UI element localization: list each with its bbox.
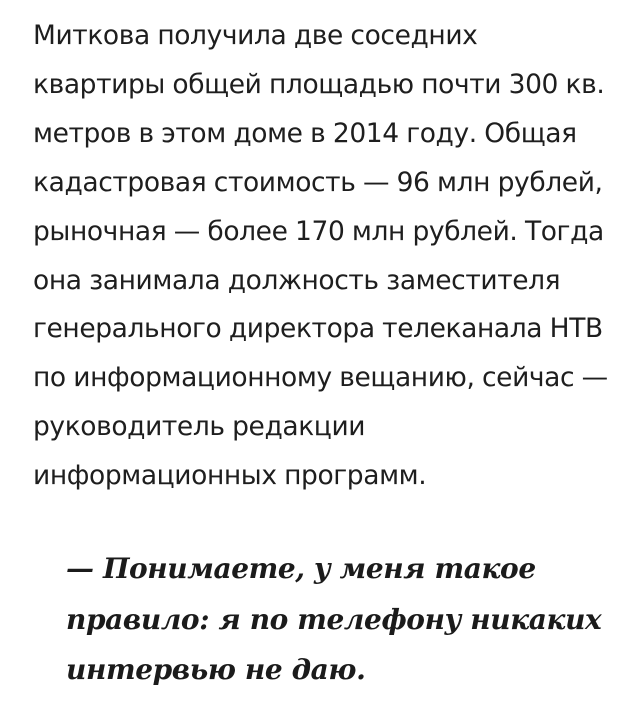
paragraph-line: Миткова получила две соседних xyxy=(33,20,478,51)
paragraph-line: квартиры общей площадью почти 300 кв. xyxy=(33,68,605,100)
paragraph-line: руководитель редакции xyxy=(33,411,366,443)
paragraph-line: метров в этом доме в 2014 году. Общая xyxy=(33,117,577,149)
paragraph-line: она занимала должность заместителя xyxy=(33,264,561,296)
paragraph-line: информационных программ. xyxy=(33,460,427,492)
paragraph-line: по информационному вещанию, сейчас — xyxy=(33,362,608,394)
quote-line: — Понимаете, у меня такое xyxy=(66,552,536,585)
quote-line: интервью не даю. xyxy=(66,653,366,686)
quote-line: правило: я по телефону никаких xyxy=(66,602,602,636)
paragraph-line: генерального директора телеканала НТВ xyxy=(33,313,603,345)
paragraph-line: кадастровая стоимость — 96 млн рублей, xyxy=(33,166,603,198)
article-paragraph xyxy=(33,12,633,501)
paragraph-line: рыночная — более 170 млн рублей. Тогда xyxy=(33,215,604,247)
pull-quote xyxy=(66,544,636,696)
